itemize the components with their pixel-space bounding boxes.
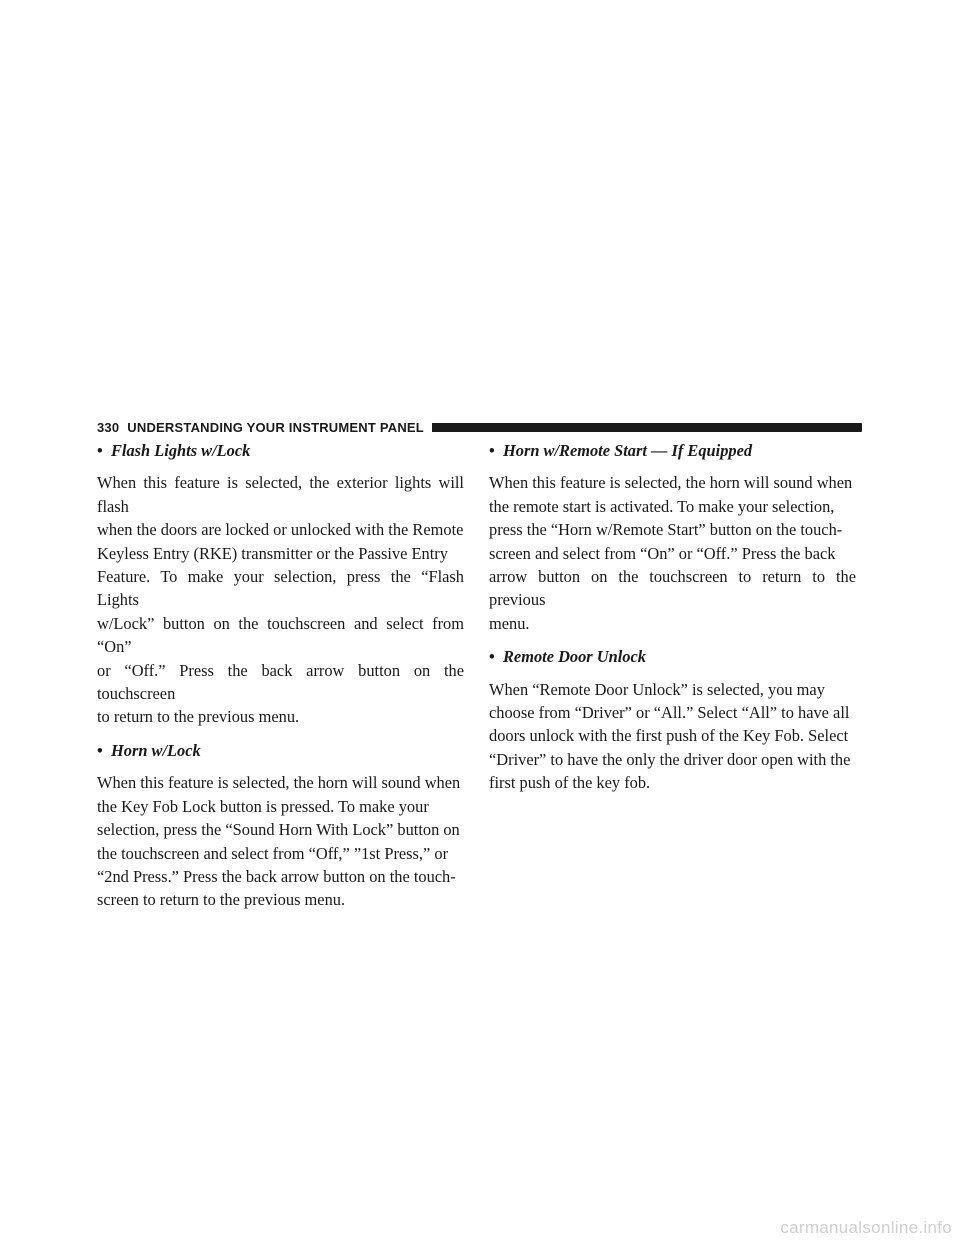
watermark: carmanualsonline.info bbox=[780, 1218, 952, 1237]
bullet-icon: • bbox=[97, 740, 103, 760]
paragraph-flash-lights: When this feature is selected, the exterior lights will flash when the doors are locked or unlocked with the Remote Keyless Entry (RKE) transmitter or the Passive Entry Feature. To make your selection, press the “Flash Lights w/Lock” button on the touchscreen and select from “On” or “Off.” Press the back arrow button on the touchscreen to return to the previous menu. bbox=[97, 473, 464, 727]
page-header bbox=[97, 419, 862, 435]
bullet-icon: • bbox=[489, 647, 495, 667]
bullet-heading-horn-remote-start bbox=[489, 439, 856, 462]
right-column bbox=[489, 439, 856, 805]
bullet-icon: • bbox=[97, 441, 103, 460]
heading-text: Remote Door Unlock bbox=[503, 647, 646, 667]
heading-text: Horn w/Lock bbox=[111, 740, 201, 760]
section-title: UNDERSTANDING YOUR INSTRUMENT PANEL bbox=[127, 419, 424, 435]
bullet-icon: • bbox=[489, 441, 495, 460]
page-number: 330 bbox=[97, 419, 120, 435]
heading-text: Flash Lights w/Lock bbox=[111, 441, 251, 460]
bullet-heading-flash-lights bbox=[97, 439, 464, 462]
paragraph-horn-lock: When this feature is selected, the horn will sound when the Key Fob Lock button is pressed. To make your selection, press the “Sound Horn With Lock” button on the touchscreen and select from “Off,” ”1st Press,” or “2nd Press.” Press the back arrow button on the touch- screen to return to the previous menu. bbox=[97, 773, 461, 910]
paragraph-horn-remote-start: When this feature is selected, the horn will sound when the remote start is activated. To make your selection, press the “Horn w/Remote Start” button on the touch- screen and select from “On” or “Off.” Press the back arrow button on the touchscreen to return to the previous menu. bbox=[489, 473, 856, 633]
paragraph-remote-door-unlock: When “Remote Door Unlock” is selected, you may choose from “Driver” or “All.” Select “All” to have all doors unlock with the first push of the Key Fob. Select “Driver” to have the only the driver door open with the first push of the key fob. bbox=[489, 679, 851, 793]
bullet-heading-horn-lock bbox=[97, 739, 464, 762]
left-column bbox=[97, 439, 464, 922]
bullet-heading-remote-door-unlock bbox=[489, 645, 856, 668]
header-rule bbox=[432, 423, 862, 432]
heading-text: Horn w/Remote Start — If Equipped bbox=[503, 441, 753, 460]
